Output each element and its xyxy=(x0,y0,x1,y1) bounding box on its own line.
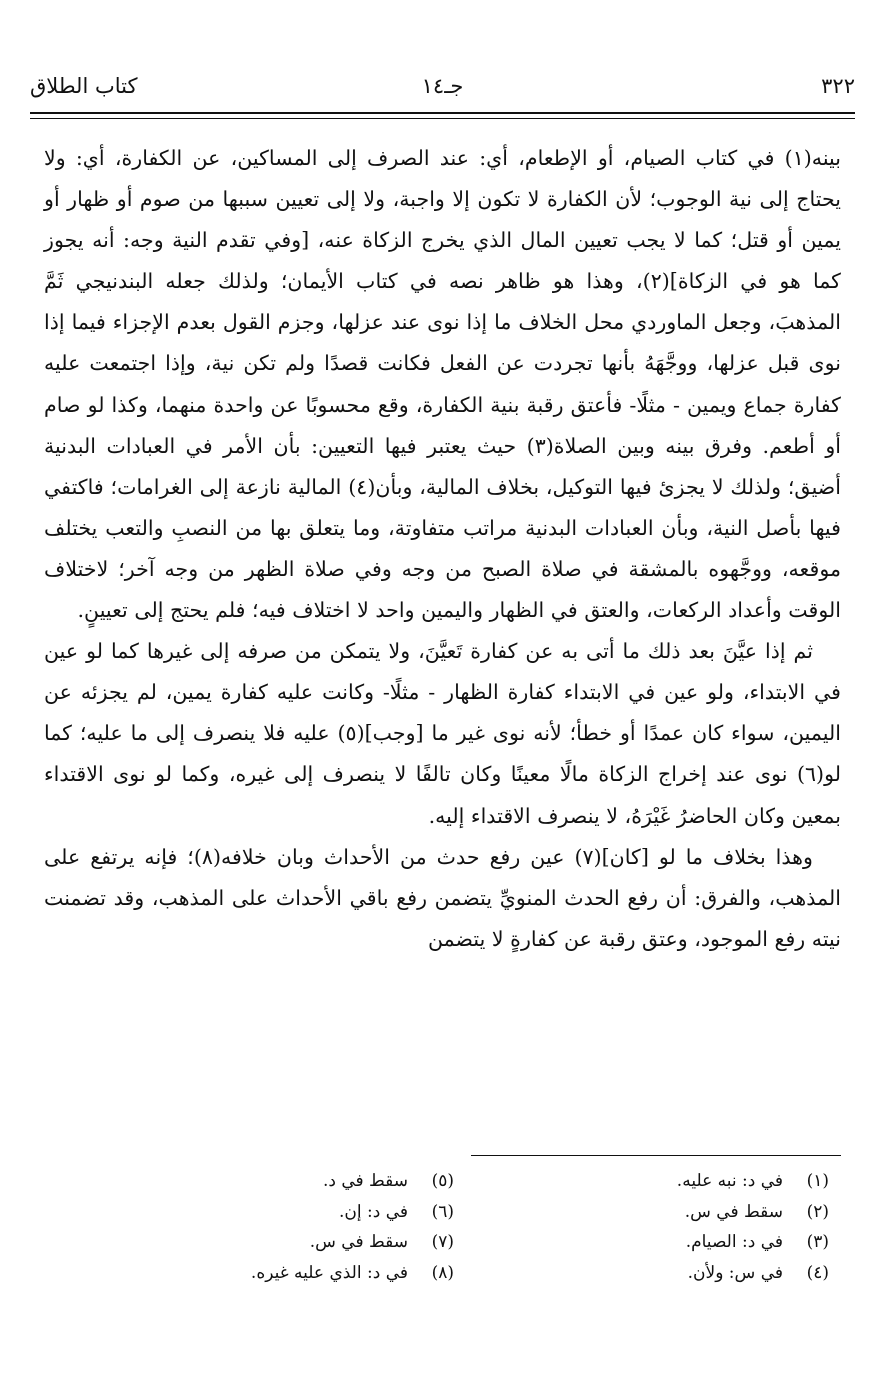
footnote-number: (١) xyxy=(806,1171,829,1191)
footnotes-left-column xyxy=(139,1166,454,1288)
footnote-5 xyxy=(139,1166,454,1197)
footnote-8 xyxy=(139,1258,454,1289)
footnote-number: (٦) xyxy=(431,1201,454,1222)
footnote-text: في د: نبه عليه. xyxy=(676,1171,783,1191)
paragraph-1: بينه(١) في كتاب الصيام، أو الإطعام، أي: عند الصرف إلى المساكين، عن الكفارة، أي: ولا يحتاج إلى نية الوجوب؛ لأن الكفارة لا تكون إلا واجبة، ولا إلى تعيين سببها من صوم أو ظهار أو يمين أو قتل؛ كما لا يجب تعيين المال الذي يخرج الزكاة عنه، [وفي تقدم النية وجه: أنه يجوز كما هو في الزكاة](٢)، وهذا هو ظاهر نصه في كتاب الأيمان؛ ولذلك جعله البندنيجي ثَمَّ المذهبَ، وجعل الماوردي محل الخلاف ما إذا نوى عند عزلها، وجزم القول بعدم الإجزاء فيما إذا نوى قبل عزلها، ووجَّهَهُ بأنها تجردت عن الفعل فكانت قصدًا ولم تكن نية، وإذا اجتمعت عليه كفارة جماع ويمين - مثلًا- فأعتق رقبة بنية الكفارة، وقع محسوبًا عن واحدة منهما، وكذا لو صام أو أطعم. وفرق بينه وبين الصلاة(٣) حيث يعتبر فيها التعيين: بأن الأمر في العبادات البدنية أضيق؛ ولذلك لا يجزئ فيها التوكيل، بخلاف المالية، وبأن(٤) المالية نازعة إلى الغرامات؛ فاكتفي فيها بأصل النية، وبأن العبادات البدنية مراتب متفاوتة، وما يتعلق بها من النصبِ والتعب يختلف موقعه، ووجَّهوه بالمشقة في صلاة الصبح من وجه وفي صلاة الظهر من وجه آخر؛ لاختلاف الوقت وأعداد الركعات، والعتق في الظهار واليمين واحد لا اختلاف فيه؛ فلم يحتج إلى تعيينٍ. xyxy=(44,146,842,623)
footnote-number: (٢) xyxy=(806,1201,829,1222)
volume-number: جـ١٤ xyxy=(421,74,464,98)
page-number: ٣٢٢ xyxy=(821,74,855,98)
header-rule-thin xyxy=(30,118,855,119)
footnote-text: سقط في د. xyxy=(322,1171,408,1191)
header-rule-thick xyxy=(30,112,855,114)
footnote-text: في د: إن. xyxy=(338,1201,408,1222)
book-title: كتاب الطلاق xyxy=(30,74,138,98)
paragraph-3: وهذا بخلاف ما لو [كان](٧) عين رفع حدث من الأحداث وبان خلافه(٨)؛ فإنه يرتفع على المذهب، والفرق: أن رفع الحدث المنويِّ يتضمن رفع باقي الأحداث على المذهب، وقد تضمنت نيته رفع الموجود، وعتق رقبة عن كفارةٍ لا يتضمن xyxy=(44,844,841,951)
footnote-1 xyxy=(514,1166,829,1197)
footnote-7 xyxy=(139,1227,454,1258)
running-header xyxy=(30,74,855,108)
footnotes xyxy=(139,1166,829,1288)
footnote-4 xyxy=(514,1258,829,1289)
footnote-text: في د: الذي عليه غيره. xyxy=(250,1262,408,1283)
main-text xyxy=(44,138,841,960)
footnote-number: (٤) xyxy=(806,1262,829,1283)
paragraph-2: ثم إذا عيَّنَ بعد ذلك ما أتى به عن كفارة تَعيَّنَ، ولا يتمكن من صرفه إلى غيرها كما لو عين في الابتداء، ولو عين في الابتداء كفارة الظهار - مثلًا- وكانت عليه كفارة يمين، لم يجزئه عن اليمين، سواء كان عمدًا أو خطأ؛ لأنه نوى غير ما [وجب](٥) عليه فلا ينصرف إلى ما عليه؛ كما لو(٦) نوى عند إخراج الزكاة مالًا معينًا وكان تالفًا لا ينصرف إلى غيره، وكما لو نوى الاقتداء بمعين وكان الحاضرُ غَيْرَهُ، لا ينصرف الاقتداء إليه. xyxy=(44,639,841,828)
footnote-text: في د: الصيام. xyxy=(685,1232,783,1252)
footnote-2 xyxy=(514,1197,829,1228)
footnote-3 xyxy=(514,1227,829,1258)
footnote-number: (٧) xyxy=(431,1232,454,1252)
footnotes-right-column xyxy=(514,1166,829,1288)
footnote-separator xyxy=(471,1155,841,1156)
footnote-text: سقط في س. xyxy=(684,1201,783,1222)
footnote-6 xyxy=(139,1197,454,1228)
footnote-number: (٨) xyxy=(431,1262,454,1283)
footnote-text: في س: ولأن. xyxy=(687,1262,783,1283)
footnote-number: (٣) xyxy=(806,1232,829,1252)
footnote-number: (٥) xyxy=(431,1171,454,1191)
footnote-text: سقط في س. xyxy=(309,1232,408,1252)
